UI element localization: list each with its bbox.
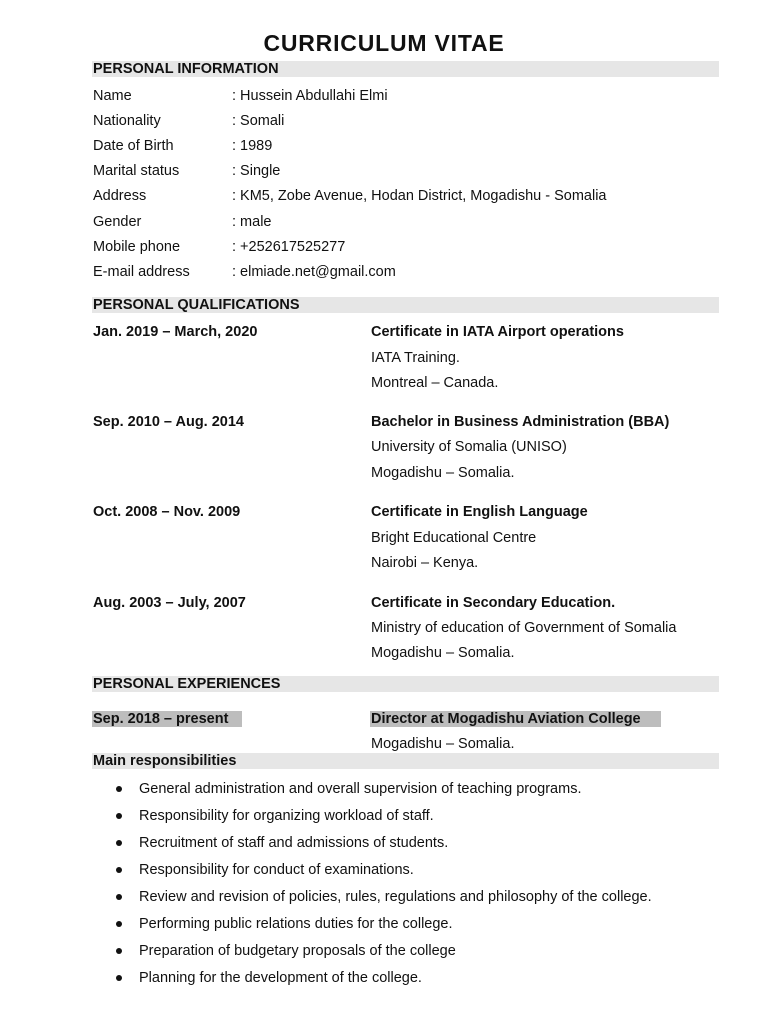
qualification-institution: Ministry of education of Government of Somalia — [371, 620, 677, 636]
responsibilities-heading: Main responsibilities — [93, 753, 237, 769]
section-heading-personal-information: PERSONAL INFORMATION — [93, 61, 279, 77]
page-title: CURRICULUM VITAE — [263, 30, 505, 56]
bullet-icon — [116, 948, 122, 954]
bullet-icon — [116, 786, 122, 792]
bullet-icon — [116, 813, 122, 819]
bullet-icon — [116, 867, 122, 873]
bullet-icon — [116, 840, 122, 846]
qualification-title: Certificate in IATA Airport operations — [371, 324, 624, 340]
responsibility-text: Review and revision of policies, rules, regulations and philosophy of the college. — [139, 889, 652, 905]
bullet-icon — [116, 921, 122, 927]
qualification-title: Bachelor in Business Administration (BBA) — [371, 414, 670, 430]
field-label-marital-status: Marital status — [93, 163, 180, 179]
field-value-mobile-phone: : +252617525277 — [232, 239, 346, 255]
section-heading-personal-qualifications: PERSONAL QUALIFICATIONS — [93, 297, 300, 313]
responsibility-text: Planning for the development of the college. — [139, 970, 422, 986]
qualification-location: Montreal – Canada. — [371, 375, 499, 391]
responsibility-text: Responsibility for organizing workload of staff. — [139, 808, 434, 824]
qualification-institution: Bright Educational Centre — [371, 530, 537, 546]
job-dates: Sep. 2018 – present — [93, 711, 229, 727]
qualification-dates: Aug. 2003 – July, 2007 — [93, 595, 246, 611]
field-value-email: : elmiade.net@gmail.com — [232, 264, 396, 280]
qualification-institution: IATA Training. — [371, 350, 460, 366]
bullet-icon — [116, 894, 122, 900]
field-value-name: : Hussein Abdullahi Elmi — [232, 88, 388, 104]
qualification-title: Certificate in English Language — [371, 504, 588, 520]
responsibility-text: Performing public relations duties for the college. — [139, 916, 453, 932]
responsibility-text: General administration and overall supervision of teaching programs. — [139, 781, 582, 797]
qualification-dates: Jan. 2019 – March, 2020 — [93, 324, 258, 340]
field-label-mobile-phone: Mobile phone — [93, 239, 181, 255]
job-location: Mogadishu – Somalia. — [371, 736, 515, 752]
field-label-email: E-mail address — [93, 264, 190, 280]
qualification-location: Mogadishu – Somalia. — [371, 465, 515, 481]
qualification-location: Nairobi – Kenya. — [371, 555, 479, 571]
responsibility-text: Recruitment of staff and admissions of students. — [139, 835, 449, 851]
job-title: Director at Mogadishu Aviation College — [371, 711, 641, 727]
qualification-title: Certificate in Secondary Education. — [371, 595, 616, 611]
responsibility-text: Responsibility for conduct of examinations. — [139, 862, 414, 878]
qualification-dates: Oct. 2008 – Nov. 2009 — [93, 504, 241, 520]
field-value-nationality: : Somali — [232, 113, 285, 129]
bullet-icon — [116, 975, 122, 981]
field-value-marital-status: : Single — [232, 163, 281, 179]
responsibility-text: Preparation of budgetary proposals of the college — [139, 943, 456, 959]
qualification-location: Mogadishu – Somalia. — [371, 645, 515, 661]
field-label-nationality: Nationality — [93, 113, 161, 129]
field-label-address: Address — [93, 188, 147, 204]
field-value-gender: : male — [232, 214, 272, 230]
field-label-gender: Gender — [93, 214, 142, 230]
qualification-dates: Sep. 2010 – Aug. 2014 — [93, 414, 244, 430]
field-value-date-of-birth: : 1989 — [232, 138, 273, 154]
field-value-address: : KM5, Zobe Avenue, Hodan District, Mogadishu - Somalia — [232, 188, 607, 204]
qualification-institution: University of Somalia (UNISO) — [371, 439, 567, 455]
section-heading-personal-experiences: PERSONAL EXPERIENCES — [93, 676, 281, 692]
field-label-date-of-birth: Date of Birth — [93, 138, 174, 154]
field-label-name: Name — [93, 88, 132, 104]
